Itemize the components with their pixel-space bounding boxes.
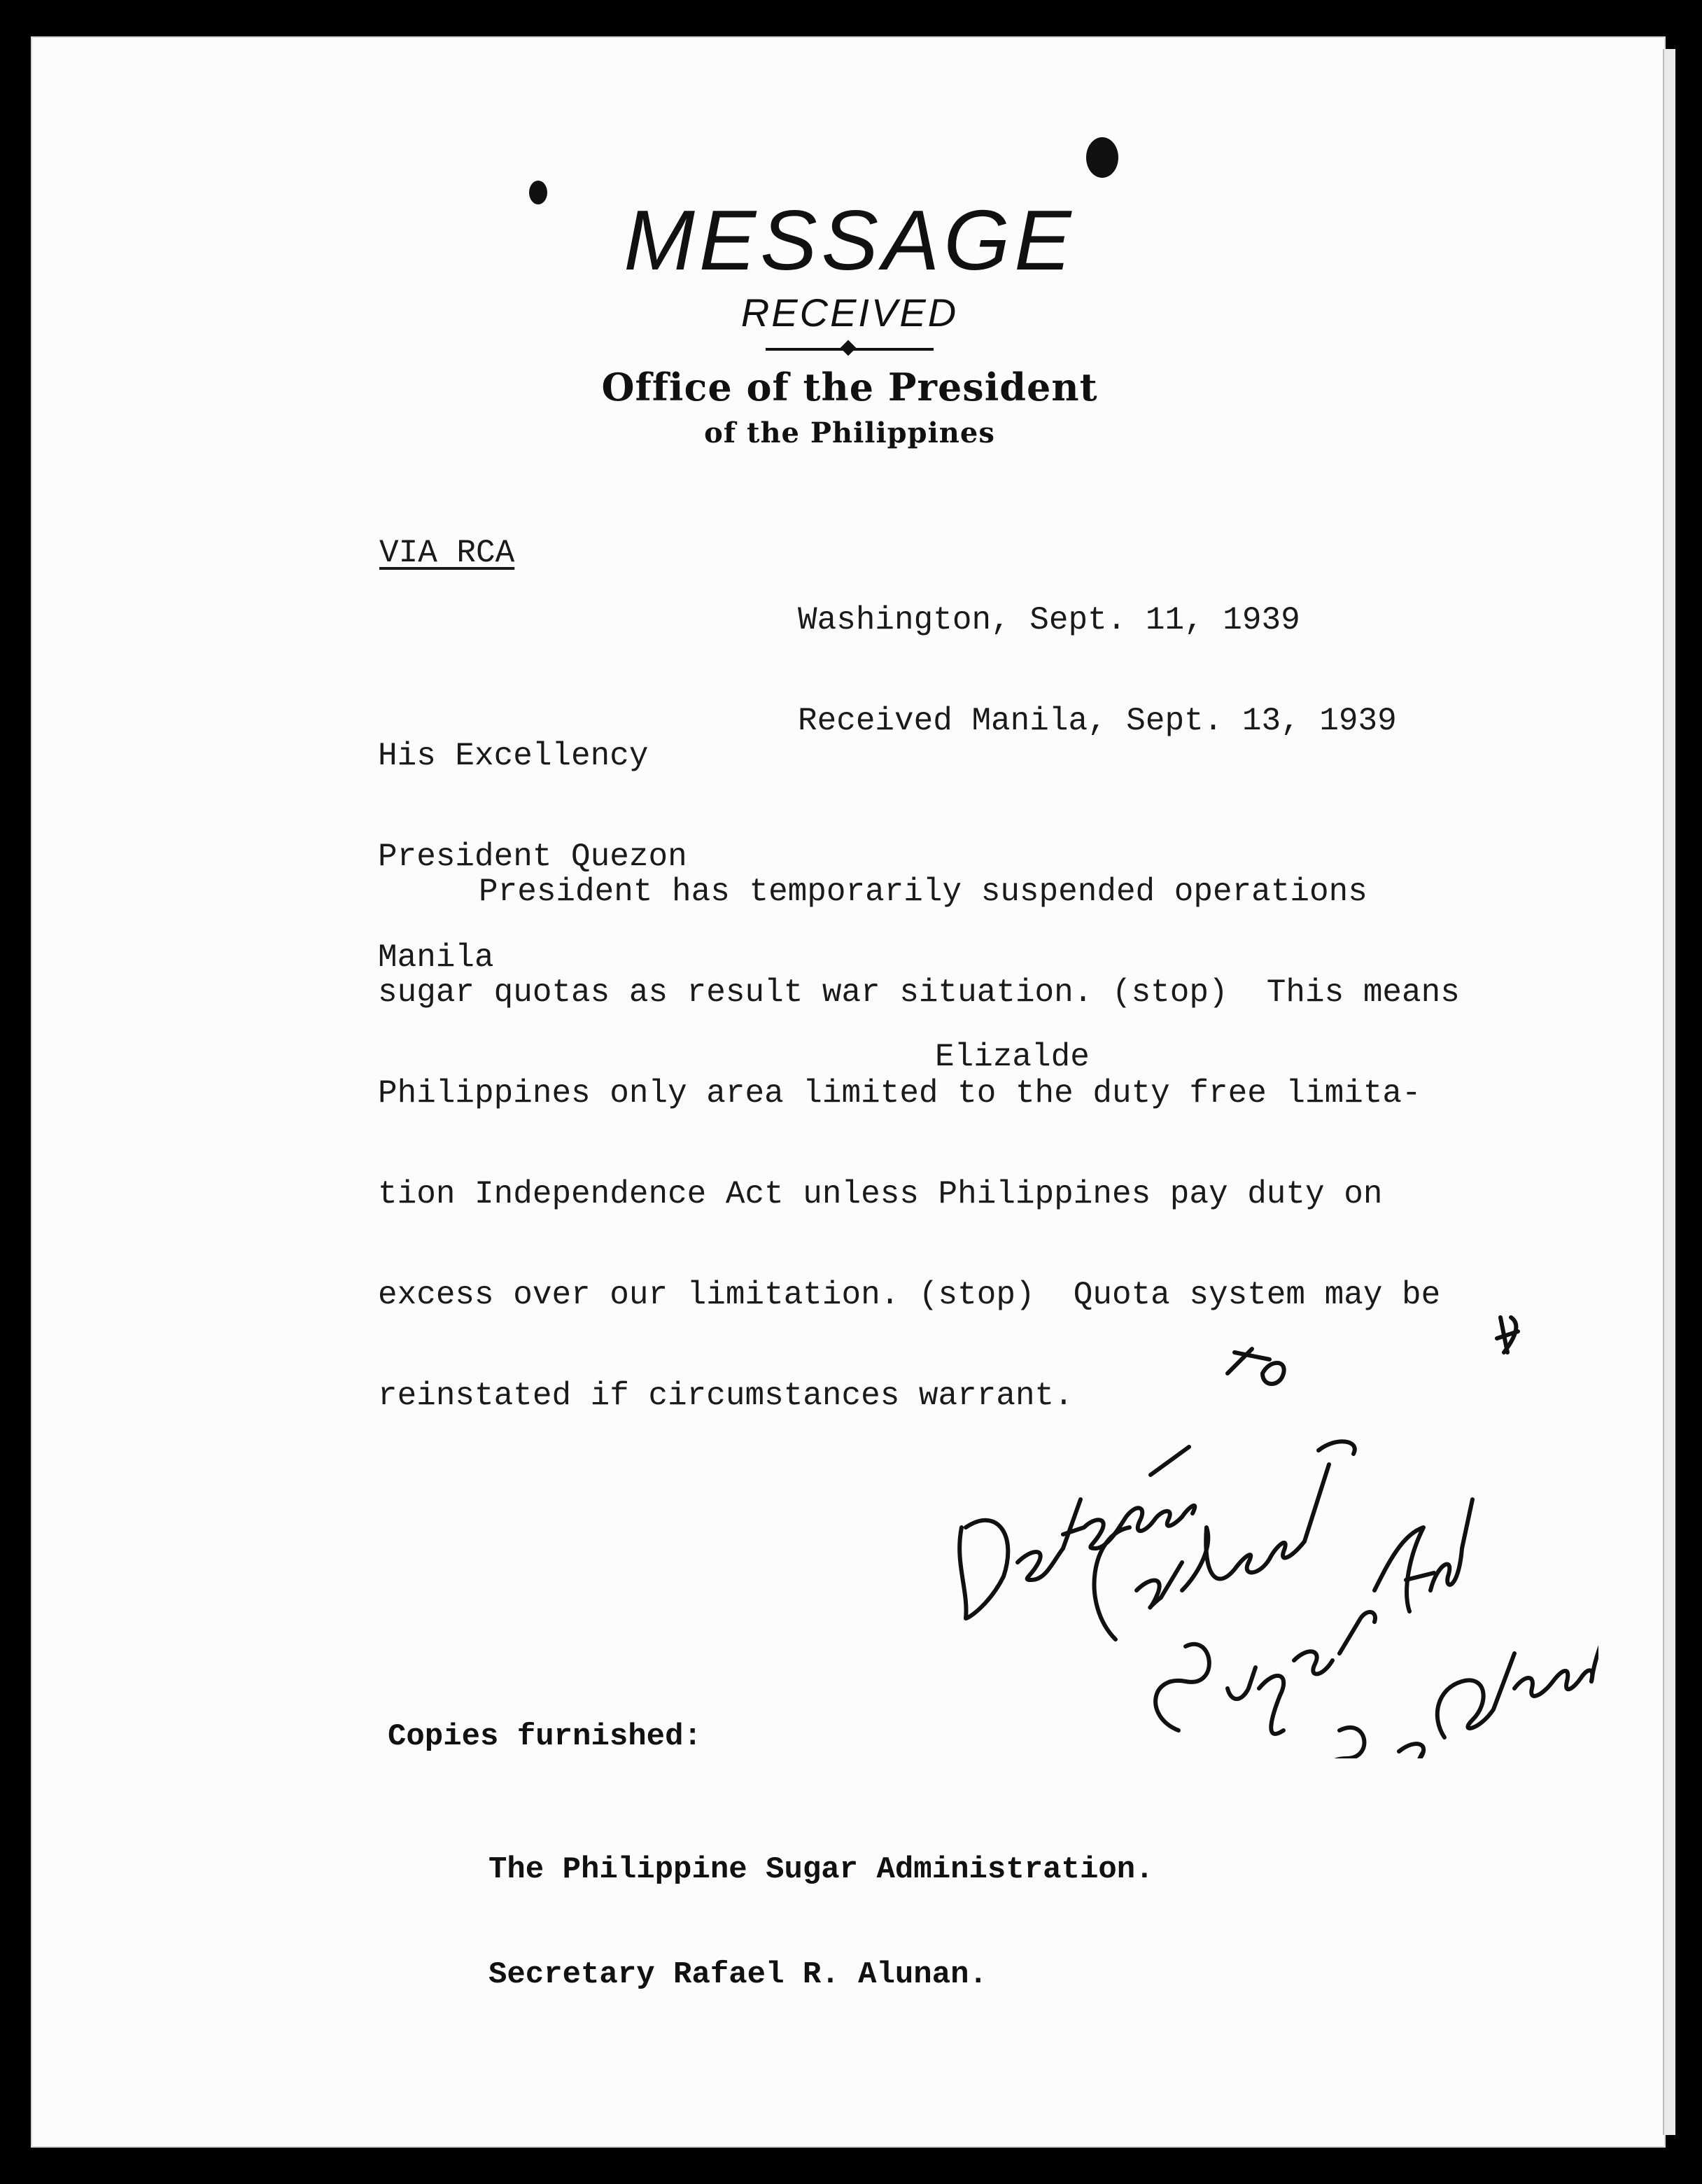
ink-blot bbox=[1086, 137, 1118, 178]
message-line: reinstated if circumstances warrant. bbox=[378, 1378, 1074, 1414]
page-edge bbox=[1663, 49, 1675, 2135]
message-line: Philippines only area limited to the duty free limita- bbox=[378, 1075, 1421, 1112]
copies-recipients bbox=[488, 1782, 1154, 2062]
letterhead bbox=[535, 192, 1165, 449]
message-line: sugar quotas as result war situation. (stop) This means bbox=[378, 974, 1460, 1011]
addressee-line: His Excellency bbox=[378, 738, 649, 774]
copies-heading: Copies furnished: bbox=[388, 1719, 702, 1754]
letterhead-title: MESSAGE bbox=[624, 192, 1076, 288]
office-name: Office of the President bbox=[601, 365, 1098, 410]
sender-signature: Elizalde bbox=[935, 1039, 1090, 1075]
copy-recipient: Secretary Rafael R. Alunan. bbox=[488, 1957, 987, 1992]
message-line: excess over our limitation. (stop) Quota system may be bbox=[378, 1277, 1441, 1313]
office-country: of the Philippines bbox=[704, 416, 995, 449]
handwritten-annotation bbox=[941, 1198, 1598, 1758]
addressee-line: Manila bbox=[378, 939, 494, 976]
dateline bbox=[798, 536, 1397, 805]
letterhead-subtitle: RECEIVED bbox=[740, 290, 959, 335]
via-line: VIA RCA bbox=[379, 535, 515, 571]
addressee-line: President Quezon bbox=[378, 839, 687, 875]
received-date: Received Manila, Sept. 13, 1939 bbox=[798, 703, 1397, 739]
copy-recipient: The Philippine Sugar Administration. bbox=[488, 1852, 1154, 1887]
message-line: President has temporarily suspended operations bbox=[479, 874, 1367, 910]
message-line: tion Independence Act unless Philippines pay duty on bbox=[378, 1176, 1383, 1212]
document-page bbox=[31, 36, 1666, 2148]
origin-date: Washington, Sept. 11, 1939 bbox=[798, 602, 1300, 638]
ornamental-divider bbox=[766, 348, 934, 351]
diamond-ornament bbox=[841, 340, 857, 356]
